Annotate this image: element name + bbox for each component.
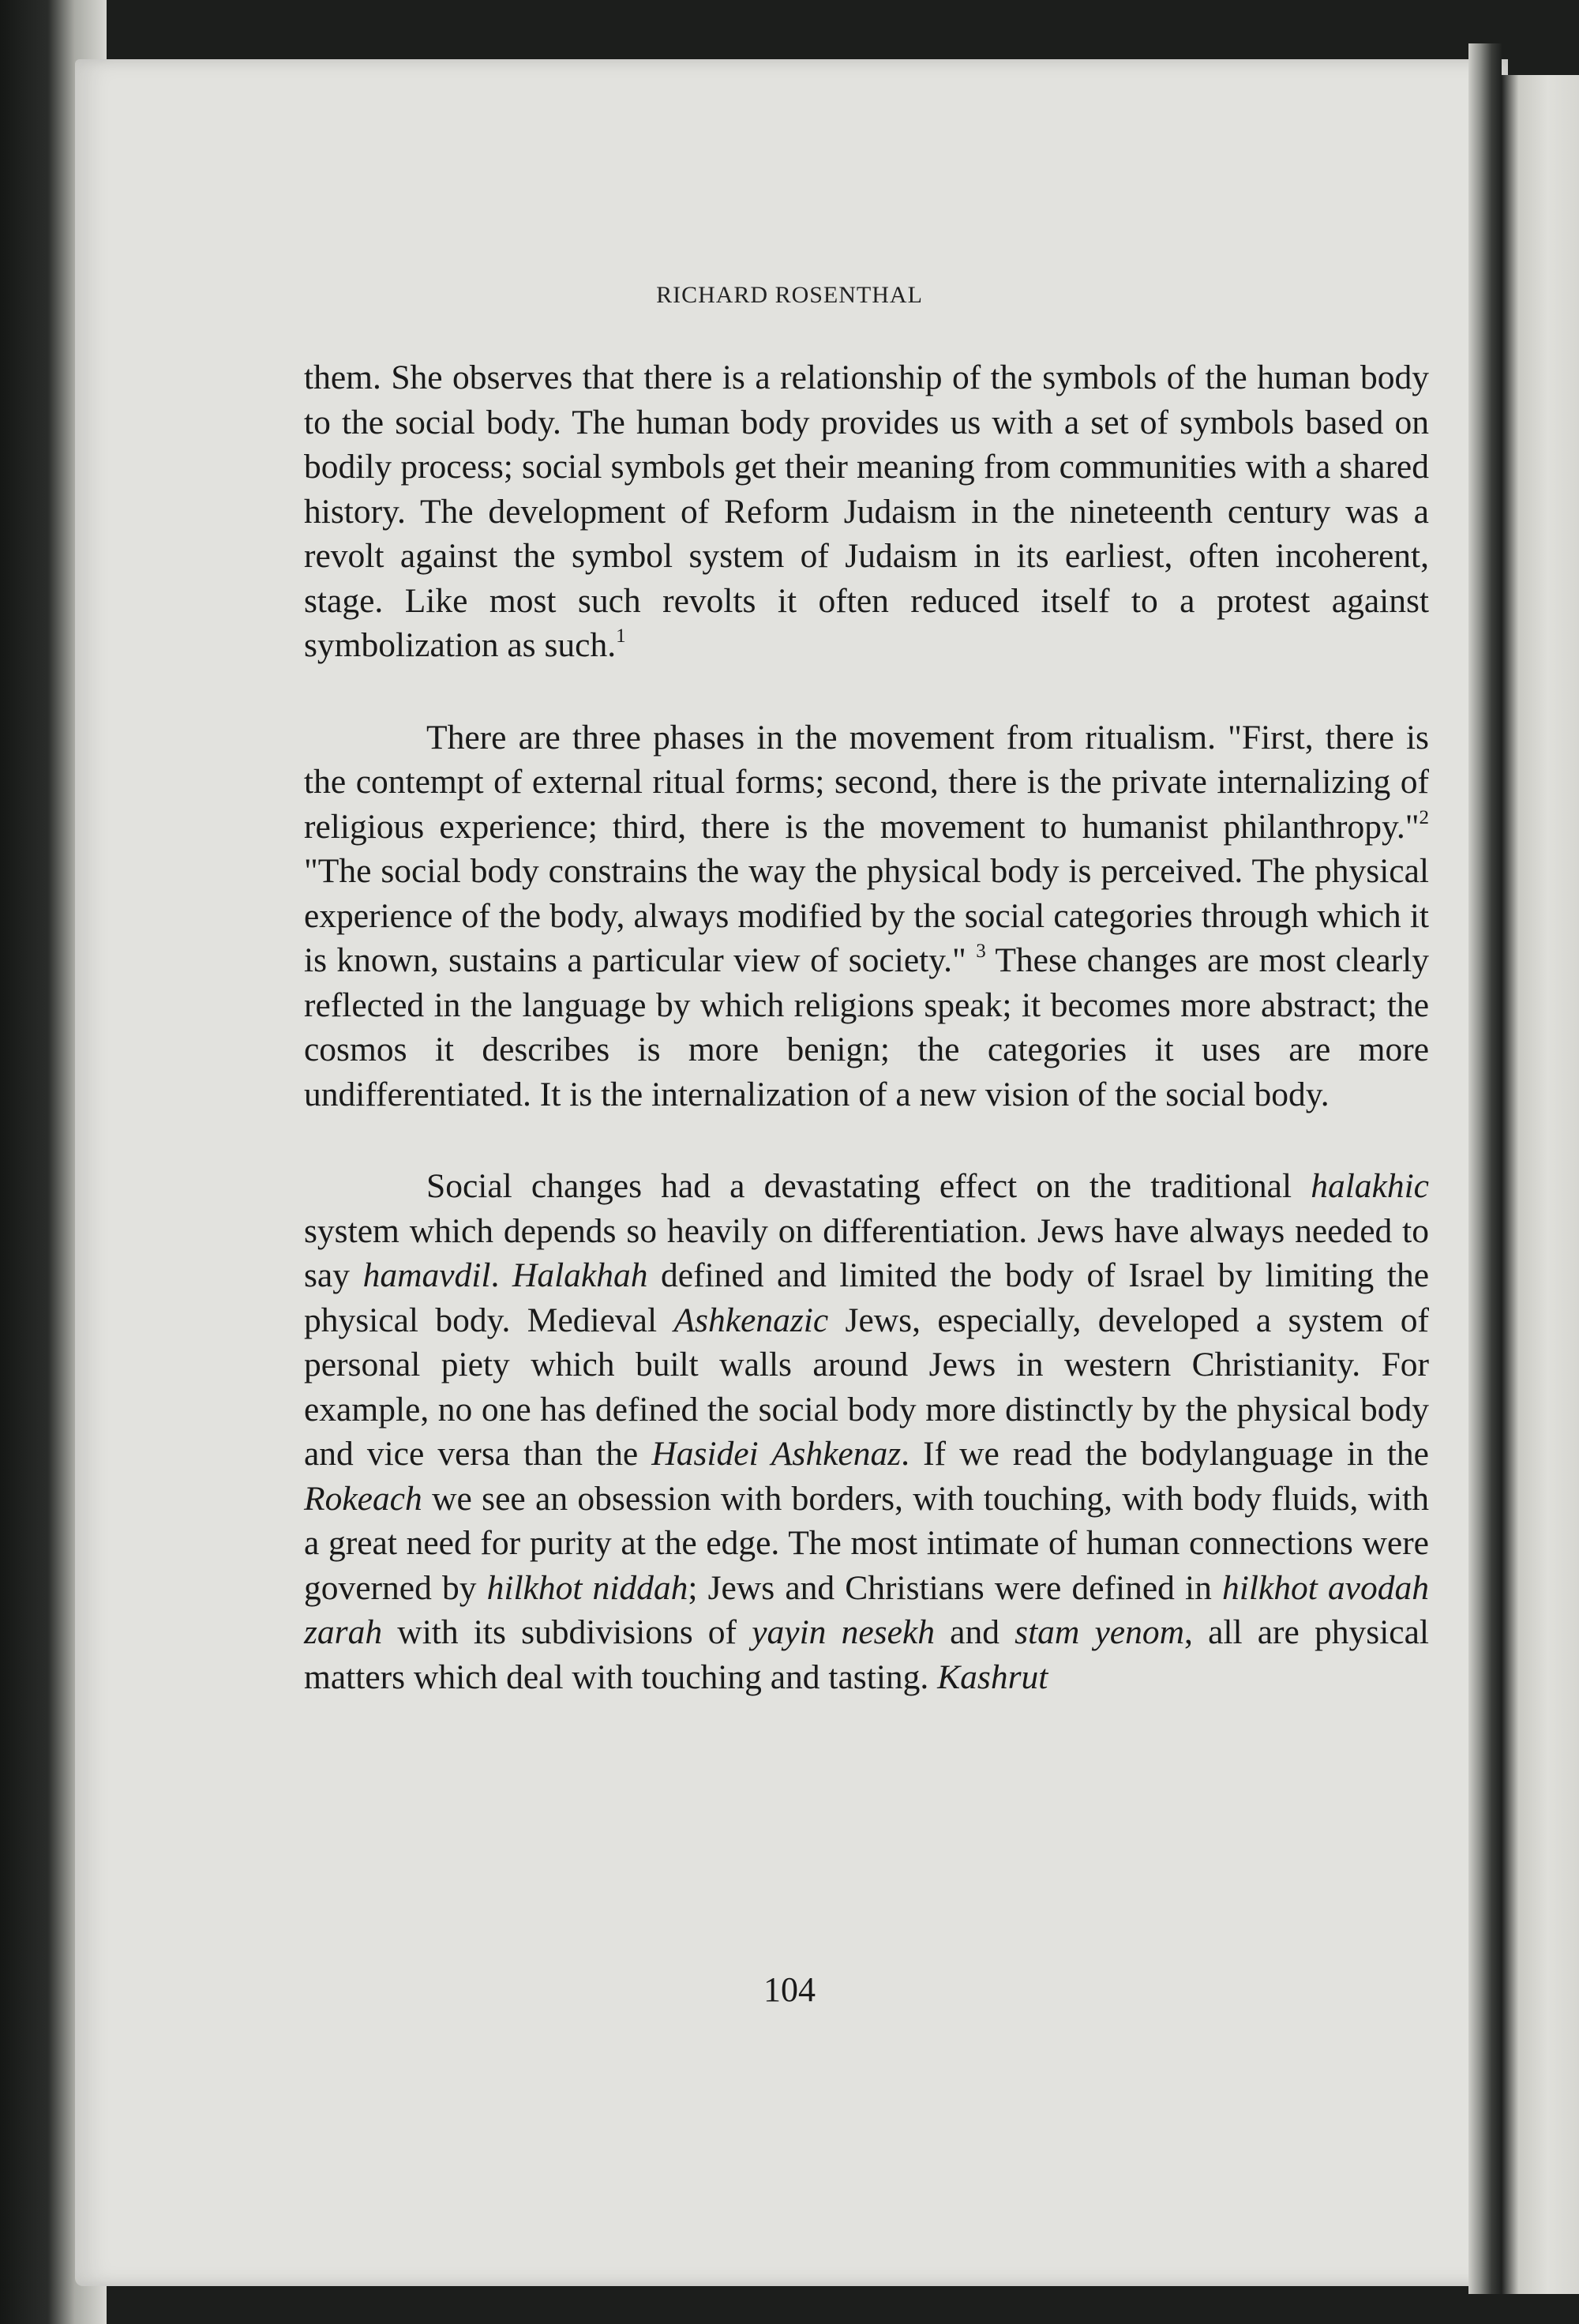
paragraph-1-text: them. She observes that there is a relationship of the symbols of the human body to the social body. The human body provides us with a set of symbols based on bodily process; social symbols get their meaning from communities with a shared history. The development of Reform Judaism in the nineteenth century was a revolt against the symbol system of Judaism in its earliest, often incoherent, stage. Like most such revolts it often reduced itself to a protest against symbolization as such. [304,359,1429,664]
paragraph-3-italic-4: Ashkenazic [673,1301,829,1339]
facing-page-edge [1502,75,1579,2294]
body-text [304,355,1429,1699]
paragraph-3-text-5: Jews, especially, developed a system of personal piety which built walls around Jews in western Christianity. For example, no one has defined the social body more distinctly by the physical body and vice versa than the [304,1301,1429,1473]
paragraph-3-italic-3: Halakhah [512,1256,648,1294]
book-gutter [1468,43,1502,2294]
paragraph-3 [304,1164,1429,1699]
paragraph-3-text-7: we see an obsession with borders, with touching, with body fluids, with a great need for purity at the edge. The most intimate of human connections were governed by [304,1479,1429,1607]
paragraph-3-text-6: . If we read the bodylanguage in the [901,1435,1429,1473]
paragraph-3-italic-11: Kashrut [937,1658,1048,1696]
paragraph-3-italic-9: yayin nesekh [752,1613,935,1651]
paragraph-2-text-a: There are three phases in the movement from ritualism. "First, there is the contempt of external ritual forms; second, there is the private internalizing of religious experience; third, there is the movement to humanist philanthropy." [304,718,1429,846]
paragraph-3-text-4: defined and limited the body of Israel by limiting the physical body. Medieval [304,1256,1430,1339]
paragraph-3-italic-6: Rokeach [304,1479,422,1518]
paragraph-3-italic-7: hilkhot niddah [486,1568,688,1607]
paragraph-3-text-8: ; Jews and Christians were defined in [688,1568,1222,1607]
paragraph-3-text-10: and [934,1613,1015,1651]
page-number: 104 [763,1970,816,2009]
paragraph-3-text-3: . [490,1256,512,1294]
paragraph-2 [304,715,1429,1117]
footnote-ref-3: 3 [976,940,986,962]
paragraph-3-italic-1: halakhic [1311,1167,1429,1205]
paragraph-3-text-1: Social changes had a devastating effect on the traditional [426,1167,1311,1205]
paragraph-3-italic-8: hilkhot avodah zarah [304,1568,1429,1651]
paragraph-3-text-9: with its subdivisions of [382,1613,752,1651]
footnote-ref-2: 2 [1419,806,1429,828]
paragraph-1 [304,355,1429,668]
paragraph-3-italic-2: hamavdil [362,1256,491,1294]
paragraph-2-text-b: "The social body constrains the way the physical body is perceived. The physical experience of the body, always modified by the social categories through which it is known, sustains a particular view of society." [304,852,1429,979]
paragraph-3-italic-10: stam yenom [1015,1613,1185,1651]
footnote-ref-1: 1 [616,625,626,647]
paragraph-3-italic-5: Hasidei Ashkenaz [651,1435,902,1473]
paragraph-3-text-2: system which depends so heavily on differentiation. Jews have always needed to say [304,1211,1429,1294]
paragraph-2-text-c: These changes are most clearly reflected in the language by which religions speak; it becomes more abstract; the cosmos it describes is more benign; the categories it uses are more undifferentiated. It is the internalization of a new vision of the social body. [304,941,1429,1113]
paragraph-3-text-11: , all are physical matters which deal with touching and tasting. [304,1613,1429,1696]
running-head: RICHARD ROSENTHAL [656,282,923,308]
